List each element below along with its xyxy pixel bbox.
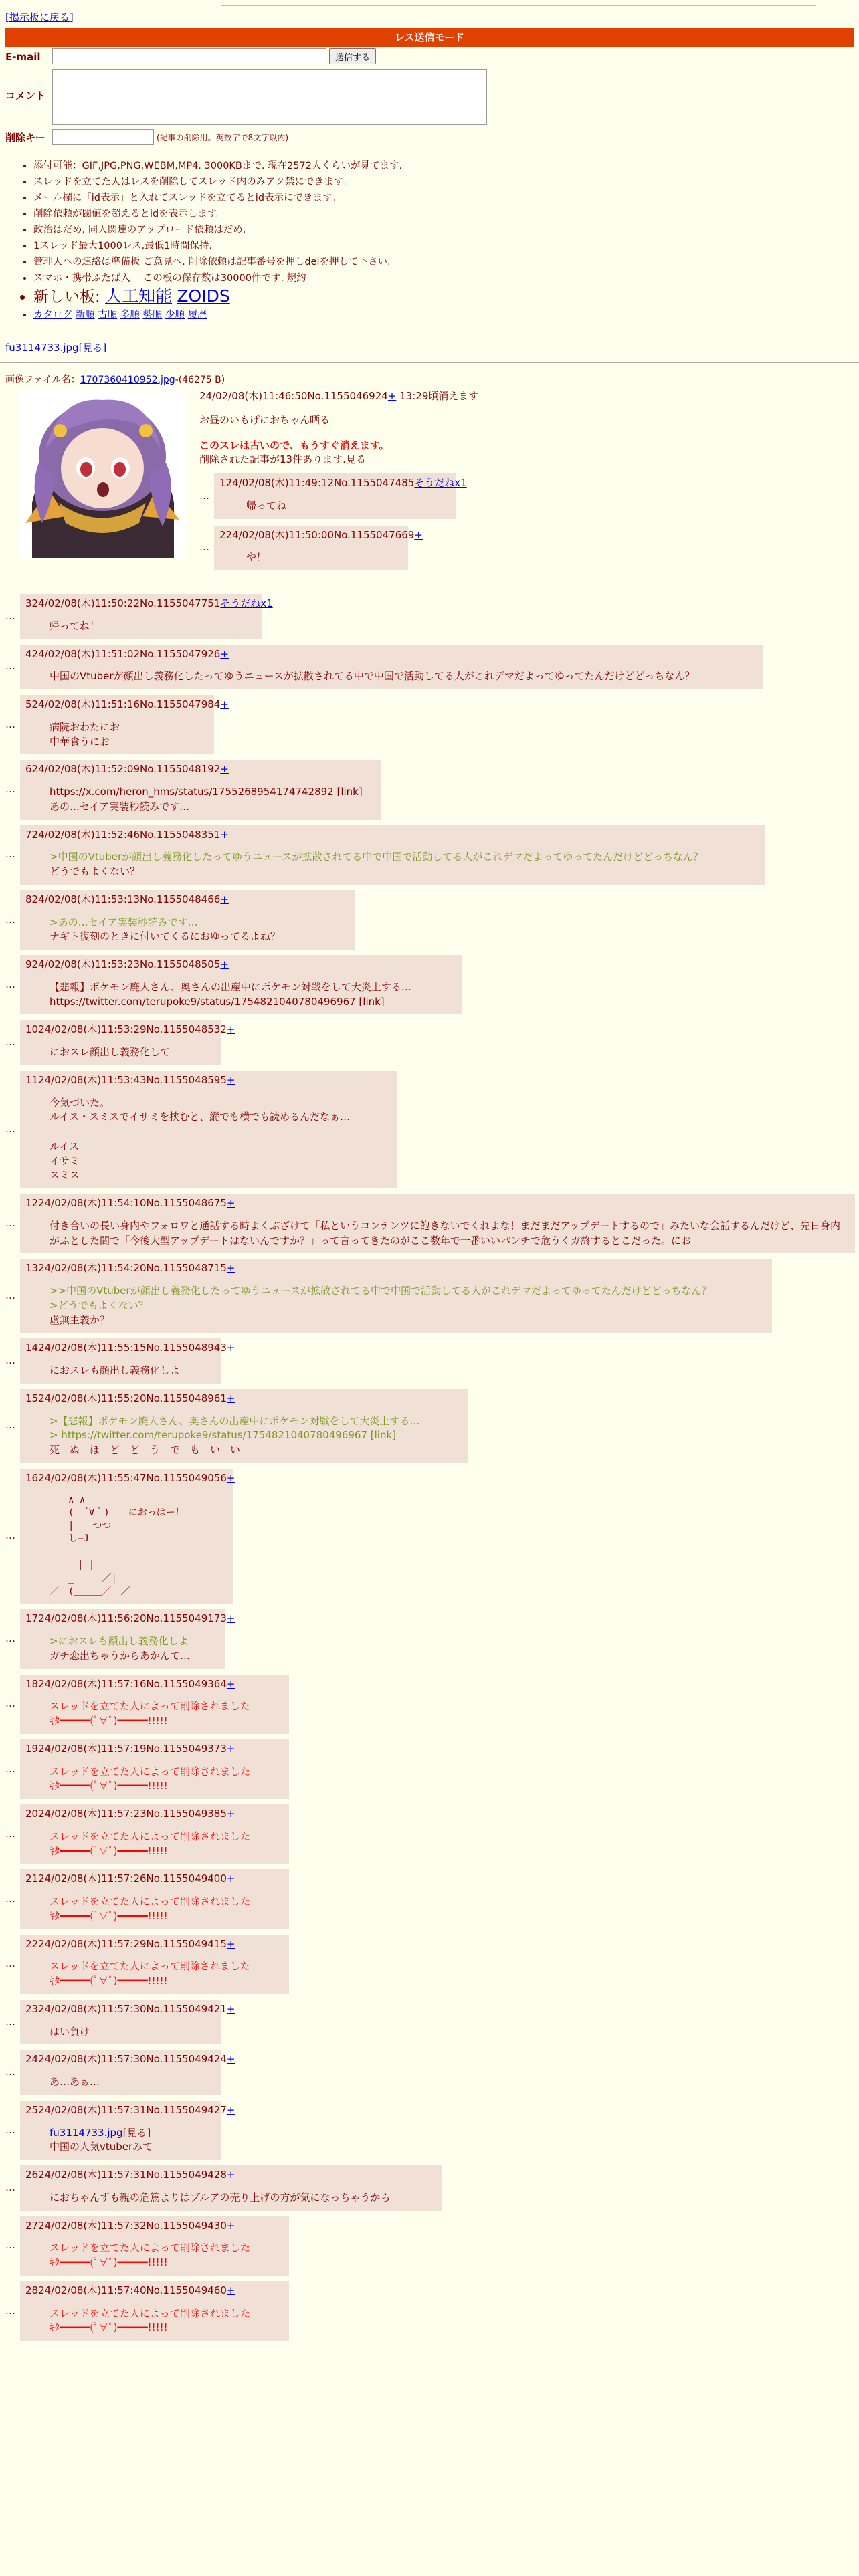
reply-plus-link[interactable]: +	[226, 1197, 235, 1209]
quote-text: >>中国のVtuberが顔出し義務化したってゆうニュースが拡散されてる中で中国で活動してる人がこれデマだよってゆってたんだけどどっちなん？ >どうでもよくない？	[50, 1285, 712, 1311]
delkey-label: 削除キー	[5, 131, 46, 144]
reply-post	[20, 1869, 289, 1929]
soudane-link[interactable]: そうだねx1	[414, 477, 467, 489]
reply-post	[20, 1469, 233, 1604]
reply-post	[20, 1804, 289, 1864]
reply-header: 124/02/08(木)11:49:12No.1155047485	[219, 477, 415, 489]
quote-text: >におスレも顔出し義務化しよ	[50, 1635, 189, 1647]
reply-indent: …	[5, 1036, 15, 1049]
reply-plus-link[interactable]: +	[226, 1937, 235, 1950]
reply-indent: …	[5, 2015, 15, 2028]
note-item: • 管理人への連絡は準備板 ご意見へ. 削除依頼は記事番号を押しdelを押して下さい.	[33, 254, 402, 270]
reply-plus-link[interactable]: +	[226, 1612, 235, 1625]
deleted-reply-body: スレッドを立てた人によって削除されました ｷﾀ━━━━━(ﾟ∀ﾟ)━━━━━!!!!!	[50, 1830, 250, 1857]
reply-post	[20, 594, 273, 639]
reply-header: 2524/02/08(木)11:57:31No.1155049427	[25, 2103, 227, 2116]
comment-label: コメント	[5, 89, 46, 102]
reply-post	[20, 1071, 397, 1188]
reply-post	[20, 955, 462, 1014]
reply-header: 2024/02/08(木)11:57:23No.1155049385	[25, 1808, 227, 1820]
reply-body: におスレ顔出し義務化して	[50, 1046, 171, 1058]
reply-indent: …	[5, 1762, 15, 1775]
reply-header: 1524/02/08(木)11:55:20No.1155048961	[25, 1392, 227, 1404]
reply-plus-link[interactable]: +	[226, 1023, 235, 1036]
op-post	[199, 389, 828, 467]
reply-body	[50, 1414, 459, 1458]
reply-plus-link[interactable]: +	[220, 893, 229, 905]
reply-indent: …	[5, 1216, 15, 1229]
reply-indent: …	[5, 913, 15, 926]
reply-body	[50, 916, 345, 945]
sort-old-link[interactable]: 古順	[98, 310, 118, 320]
reply-indent: …	[5, 978, 15, 990]
reply-header: 1924/02/08(木)11:57:19No.1155049373	[25, 1742, 227, 1755]
reply-form	[5, 48, 674, 150]
reply-header: 2824/02/08(木)11:57:40No.1155049460	[25, 2284, 227, 2296]
attached-file-view[interactable]: [見る]	[122, 2126, 151, 2139]
reply-plus-link[interactable]: +	[226, 2219, 235, 2232]
reply-plus-link[interactable]: +	[226, 2169, 235, 2181]
delete-key-field[interactable]	[52, 129, 154, 145]
op-file-meta	[5, 373, 225, 387]
quote-text: >中国のVtuberが顔出し義務化したってゆうニュースが拡散されてる中で中国で活動してる人がこれデマだよってゆってたんだけどどっちなん？	[50, 851, 703, 863]
note-item: • スレッドを立てた人はレスを削除してスレッド内のみアク禁にできます。	[33, 174, 402, 190]
op-file-label: 画像ファイル名：	[5, 374, 80, 385]
sort-few-link[interactable]: 少順	[165, 310, 185, 320]
delkey-note: (記事の削除用。英数字で8文字以内)	[157, 132, 288, 142]
reply-body: はい負け	[50, 2025, 90, 2038]
op-header: 24/02/08(木)11:46:50No.1155046924	[199, 390, 388, 402]
reply-text: ガチ恋出ちゃうからあかんて…	[50, 1649, 191, 1662]
reply-text: 中国の人気vtuberみて	[50, 2141, 153, 2153]
reply-indent: …	[5, 1289, 15, 1301]
op-file-link[interactable]: 1707360410952.jpg	[80, 374, 175, 385]
op-plus-link[interactable]: +	[387, 390, 397, 402]
reply-post	[20, 825, 765, 885]
reply-indent: …	[5, 2239, 15, 2252]
deleted-reply-body: スレッドを立てた人によって削除されました ｷﾀ━━━━━(ﾟ∀ﾟ)━━━━━!!!!!	[50, 1895, 250, 1922]
reply-indent: …	[5, 1419, 15, 1432]
deleted-reply-body: スレッドを立てた人によって削除されました ｷﾀ━━━━━(ﾟ∀ﾟ)━━━━━!!!!!	[50, 2306, 250, 2334]
quote-text: >【悲報】ポケモン廃人さん、奥さんの出産中にポケモン対戦をして大炎上する… > https://twitter.com/terupoke9/status/1754821040780496967 [link]	[50, 1414, 420, 1442]
reply-plus-link[interactable]: +	[226, 1471, 235, 1484]
reply-header: 224/02/08(木)11:50:00No.1155047669	[219, 528, 415, 541]
reply-indent: …	[5, 2304, 15, 2317]
top-rule	[221, 5, 816, 6]
op-file-size: -(46275 B)	[175, 374, 225, 385]
reply-post	[20, 2101, 235, 2160]
reply-indent: …	[5, 718, 15, 730]
op-deleted-note: 削除された記事が13件あります.見る	[199, 453, 366, 466]
reply-post	[20, 1609, 235, 1669]
board-notes	[33, 158, 402, 323]
back-to-board-link[interactable]: [掲示板に戻る]	[5, 11, 74, 23]
reply-plus-link[interactable]: +	[226, 2284, 235, 2296]
reply-plus-link[interactable]: +	[226, 1073, 235, 1086]
reply-header: 1124/02/08(木)11:53:43No.1155048595	[25, 1073, 227, 1086]
note-item: • 政治はだめ, 同人関連のアップロード依頼はだめ.	[33, 222, 402, 238]
reply-body: 今気づいた。 ルイス・スミスでイサミを挟むと、縦でも横でも読めるんだなぁ… ルイス イサミ スミス	[50, 1096, 351, 1182]
reply-plus-link[interactable]: +	[226, 2103, 235, 2116]
reply-plus-link[interactable]: +	[226, 1392, 235, 1404]
reply-list	[5, 594, 855, 2346]
reply-body: におちゃんずも親の危篤よりはブルアの売り上げの方が気になっちゃうから	[50, 2191, 391, 2204]
send-button[interactable]: 送信する	[329, 48, 376, 64]
reply-indent: …	[5, 660, 15, 673]
new-board-prefix: 新しい板:	[33, 288, 106, 306]
reply-body: あ…あぁ…	[50, 2076, 100, 2088]
reply-indent: …	[5, 1354, 15, 1367]
catalog-links	[33, 307, 402, 323]
new-board-link-zoids[interactable]: ZOIDS	[177, 286, 230, 306]
reply-indent: …	[5, 848, 15, 861]
reply-plus-link[interactable]: +	[226, 2053, 235, 2066]
reply-body: におスレも顔出し義務化しよ	[50, 1364, 181, 1376]
op-thumbnail-image[interactable]	[19, 389, 186, 558]
reply-indent: …	[5, 1827, 15, 1840]
reply-body: 帰ってね	[246, 499, 287, 512]
reply-post	[20, 2216, 289, 2276]
reply-body	[50, 850, 756, 879]
reply-header: 1624/02/08(木)11:55:47No.1155049056	[25, 1471, 227, 1484]
reply-post	[20, 2050, 235, 2095]
email-label: E-mail	[5, 51, 41, 63]
reply-body: https://x.com/heron_hms/status/1755268954174742892 [link] あの…セイア実装秒読みです…	[50, 786, 363, 813]
reply-indent: …	[5, 1529, 15, 1542]
reply-indent: …	[5, 609, 15, 622]
reply-post	[20, 2165, 442, 2211]
attached-file-link[interactable]: fu3114733.jpg	[50, 2126, 123, 2139]
reply-indent: …	[199, 541, 209, 554]
nested-replies	[199, 473, 467, 578]
reply-text: ナギト復刻のときに付いてくるにおゆってるよね？	[50, 930, 280, 943]
reply-post	[20, 2281, 289, 2341]
reply-body	[50, 1284, 763, 1327]
reply-plus-link[interactable]: +	[220, 698, 229, 710]
reply-header: 524/02/08(木)11:51:16No.1155047984	[25, 698, 221, 710]
reply-indent: …	[5, 2066, 15, 2078]
note-item: • スマホ・携帯ふたば入口 この板の保存数は30000件です. 規約	[33, 270, 402, 286]
reply-body: 帰ってね！	[50, 619, 100, 632]
deleted-reply-body: スレッドを立てた人によって削除されました ｷﾀ━━━━━(ﾟ∀ﾟ)━━━━━!!!!!	[50, 1765, 250, 1792]
reply-header: 624/02/08(木)11:52:09No.1155048192	[25, 763, 221, 776]
reply-plus-link[interactable]: +	[220, 828, 229, 841]
reply-body: 付き合いの長い身内やフォロワと通話する時よくぶざけて「私というコンテンツに飽きないでくれよな！まだまだアップデートするので」みたいな会話するんだけど、先日身内がふとした間で「今後大型アップデートはないんですか？」って言ってきたのがここ数年で一番いいパンチで危うくガ終するとこだった。にお	[50, 1219, 841, 1247]
reply-post	[20, 1259, 772, 1333]
reply-header: 424/02/08(木)11:51:02No.1155047926	[25, 647, 221, 660]
reply-header: 2224/02/08(木)11:57:29No.1155049415	[25, 1937, 227, 1950]
reply-header: 724/02/08(木)11:52:46No.1155048351	[25, 828, 221, 841]
reply-header: 824/02/08(木)11:53:13No.1155048466	[25, 893, 221, 905]
catalog-link[interactable]: カタログ	[33, 310, 72, 320]
note-item: • 1スレッド最大1000レス,最低1時間保持.	[33, 238, 402, 254]
reply-plus-link[interactable]: +	[220, 958, 229, 970]
reply-text: 死 ぬ ほ ど ど う で も い い	[50, 1444, 241, 1456]
reply-indent: …	[5, 1697, 15, 1710]
reply-text: 虚無主義か？	[50, 1313, 110, 1326]
reply-text: どうでもよくない？	[50, 865, 140, 877]
reply-body: 病院おわたにお 中華食うにお	[50, 720, 120, 748]
reply-indent: …	[5, 2181, 15, 2193]
reply-body	[50, 2126, 211, 2155]
quote-text: >あの…セイア実装秒読みです…	[50, 916, 198, 928]
reply-plus-link[interactable]: +	[226, 1872, 235, 1885]
sort-many-link[interactable]: 多順	[120, 310, 140, 320]
comment-field[interactable]	[52, 69, 487, 125]
soudane-link[interactable]: そうだねx1	[220, 597, 273, 609]
reply-post	[20, 890, 355, 950]
reply-post	[20, 1389, 468, 1463]
note-item: • 添付可能：GIF,JPG,PNG,WEBM,MP4. 3000KBまで. 現在2572人くらいが見てます.	[33, 158, 402, 174]
reply-plus-link[interactable]: +	[226, 1808, 235, 1820]
reply-post	[20, 760, 381, 819]
sort-momentum-link[interactable]: 勢順	[142, 310, 163, 320]
reply-body	[50, 1634, 215, 1664]
reply-body: 中国のVtuberが顔出し義務化したってゆうニュースが拡散されてる中で中国で活動してる人がこれデマだよってゆってたんだけどどっちなん？	[50, 670, 695, 683]
reply-indent: …	[5, 2123, 15, 2136]
op-warning: このスレは古いので、もうすぐ消えます。	[199, 439, 389, 451]
sort-new-link[interactable]: 新順	[75, 310, 95, 320]
history-link[interactable]: 履歴	[187, 310, 207, 320]
reply-post	[20, 1194, 855, 1253]
reply-post	[20, 645, 763, 690]
reply-post	[20, 1739, 289, 1799]
reply-header: 2424/02/08(木)11:57:30No.1155049424	[25, 2053, 227, 2066]
thread-divider	[0, 360, 859, 363]
reply-header: 1024/02/08(木)11:53:29No.1155048532	[25, 1023, 227, 1036]
reply-header: 924/02/08(木)11:53:23No.1155048505	[25, 958, 221, 970]
reply-header: 1224/02/08(木)11:54:10No.1155048675	[25, 1197, 227, 1209]
reply-header: 2124/02/08(木)11:57:26No.1155049400	[25, 1872, 227, 1885]
reply-plus-link[interactable]: +	[220, 647, 229, 660]
reply-header: 1724/02/08(木)11:56:20No.1155049173	[25, 1612, 227, 1625]
reply-post	[214, 473, 467, 519]
reply-header: 1324/02/08(木)11:54:20No.1155048715	[25, 1262, 227, 1275]
reply-body: 【悲報】ポケモン廃人さん、奥さんの出産中にポケモン対戦をして大炎上する… https://twitter.com/terupoke9/status/1754821040780496967 [link]	[50, 980, 411, 1008]
deleted-reply-body: スレッドを立てた人によって削除されました ｷﾀ━━━━━(ﾟ∀ﾟ)━━━━━!!!!!	[50, 2242, 250, 2268]
new-board-link-ai[interactable]: 人工知能	[105, 286, 173, 306]
reply-plus-link[interactable]: +	[414, 528, 423, 541]
reply-header: 2624/02/08(木)11:57:31No.1155049428	[25, 2169, 227, 2181]
reply-mode-bar: レス送信モード	[5, 28, 854, 47]
reply-header: 1824/02/08(木)11:57:16No.1155049364	[25, 1677, 227, 1690]
ascii-art: ∧_∧ ( ´∀｀) におっはー！ | つつ し―J | | ＿_ ／|＿＿ ／ (＿＿＿／ ／	[50, 1494, 185, 1597]
reply-plus-link[interactable]: +	[226, 2002, 235, 2015]
reply-indent: …	[199, 489, 209, 502]
top-file-link[interactable]: fu3114733.jpg[見る]	[5, 342, 107, 354]
deleted-reply-body: スレッドを立てた人によって削除されました ｷﾀ━━━━━(ﾟ∀ﾟ)━━━━━!!!!!	[50, 1960, 250, 1987]
op-expire: 13:29頃消えます	[399, 390, 479, 402]
reply-plus-link[interactable]: +	[226, 1341, 235, 1354]
reply-post	[20, 695, 229, 754]
reply-header: 1424/02/08(木)11:55:15No.1155048943	[25, 1341, 227, 1354]
reply-indent: …	[5, 1893, 15, 1905]
reply-plus-link[interactable]: +	[226, 1742, 235, 1755]
reply-post	[20, 2000, 235, 2045]
op-body: お昼のいもげにおちゃん晒る	[199, 413, 330, 426]
note-item: • 削除依頼が閾値を超えるとidを表示します。	[33, 206, 402, 222]
email-field[interactable]	[52, 48, 326, 64]
reply-plus-link[interactable]: +	[220, 763, 229, 776]
note-item: • メール欄に「id表示」と入れてスレッドを立てるとid表示にできます。	[33, 190, 402, 206]
reply-plus-link[interactable]: +	[226, 1262, 235, 1275]
reply-indent: …	[5, 783, 15, 795]
reply-indent: …	[5, 1632, 15, 1644]
reply-post	[20, 1020, 235, 1065]
reply-header: 324/02/08(木)11:50:22No.1155047751	[25, 597, 221, 609]
reply-indent: …	[5, 1957, 15, 1970]
reply-body: や！	[246, 551, 267, 564]
new-board-item	[33, 286, 402, 307]
reply-post	[214, 526, 423, 571]
reply-header: 2324/02/08(木)11:57:30No.1155049421	[25, 2002, 227, 2015]
reply-post	[20, 1675, 289, 1734]
reply-header: 2724/02/08(木)11:57:32No.1155049430	[25, 2219, 227, 2232]
deleted-reply-body: スレッドを立てた人によって削除されました ｷﾀ━━━━━(ﾟ∀ﾟ)━━━━━!!!!!	[50, 1700, 250, 1727]
reply-plus-link[interactable]: +	[226, 1677, 235, 1690]
reply-post	[20, 1338, 235, 1384]
reply-post	[20, 1935, 289, 1994]
reply-indent: …	[5, 1123, 15, 1135]
